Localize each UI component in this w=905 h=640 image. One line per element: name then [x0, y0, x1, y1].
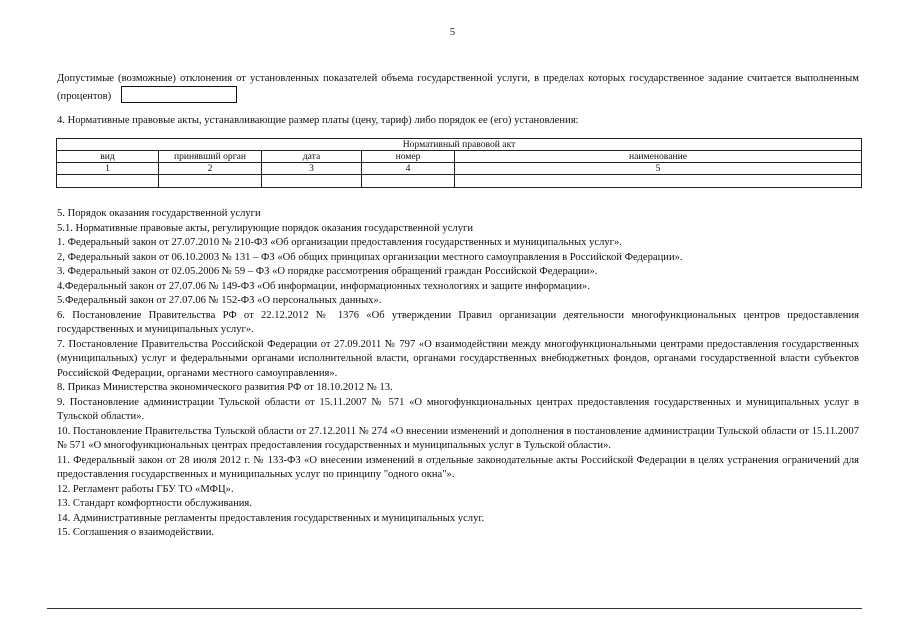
list-item: 4.Федеральный закон от 27.07.06 № 149-ФЗ «Об информации, информационных технологиях и защите информации».: [57, 280, 590, 292]
list-item: 3. Федеральный закон от 02.05.2006 № 59 – ФЗ «О порядке рассмотрения обращений граждан Российской Федерации».: [57, 266, 598, 277]
table-cell: [262, 175, 362, 188]
table-cell: [57, 175, 159, 188]
list-item: 11. Федеральный закон от 28 июля 2012 г. № 133-ФЗ «О внесении изменений в отдельные законодательные акты Российской Федерации в целях устранения ограничений для предоставления государственных и муниципальных услуг по принципу "одного окна"».: [57, 454, 859, 480]
list-item: 5.1. Нормативные правовые акты, регулирующие порядок оказания государственной услуги: [57, 222, 474, 234]
column-number-4: 4: [362, 163, 455, 175]
list-item: 15. Соглашения о взаимодействии.: [57, 527, 215, 538]
column-number-2: 2: [159, 163, 262, 175]
list-item: 1. Федеральный закон от 27.07.2010 № 210-ФЗ «Об организации предоставления государственных и муниципальных услуг».: [57, 237, 622, 248]
table-cell: [159, 175, 262, 188]
legal-acts-table: [56, 138, 862, 188]
list-item: 5. Порядок оказания государственной услуги: [57, 208, 261, 219]
table-cell: [362, 175, 455, 188]
table-row-empty: [57, 175, 862, 188]
column-header-authority: принявший орган: [159, 151, 262, 163]
deviation-paragraph: [57, 71, 859, 104]
list-item: 9. Постановление администрации Тульской области от 15.11.2007 № 571 «О многофункциональных центрах предоставления государственных и муниципальных услуг в Тульской области».: [57, 396, 859, 422]
list-item: 10. Постановление Правительства Тульской области от 27.12.2011 № 274 «О внесении изменений и дополнения в постановление администрации Тульской области от 15.11.2007 № 571 «О многофункциональных центрах предоставления государственных и муниципальных услуг в Тульской области».: [57, 425, 859, 451]
deviation-text: Допустимые (возможные) отклонения от установленных показателей объема государственной услуги, в пределах которых государственное задание считается выполненным (процентов): [57, 73, 859, 102]
list-item: 14. Административные регламенты предоставления государственных и муниципальных услуг.: [57, 512, 485, 524]
column-header-name: наименование: [455, 151, 862, 163]
column-number-1: 1: [57, 163, 159, 175]
list-item: 5.Федеральный закон от 27.07.06 № 152-ФЗ «О персональных данных».: [57, 295, 382, 306]
bottom-divider: [47, 608, 862, 609]
list-item: 8. Приказ Министерства экономического развития РФ от 18.10.2012 № 13.: [57, 382, 393, 393]
column-number-3: 3: [262, 163, 362, 175]
section-4-title: 4. Нормативные правовые акты, устанавливающие размер платы (цену, тариф) либо порядок ее (его) установления:: [57, 115, 579, 126]
page-number: 5: [449, 27, 456, 38]
procedure-list: [57, 207, 859, 541]
column-header-type: вид: [57, 151, 159, 163]
column-header-number: номер: [362, 151, 455, 163]
list-item: 7. Постановление Правительства Российской Федерации от 27.09.2011 № 797 «О взаимодействии между многофункциональными центрами предоставления государственных (муниципальных) услуг и федеральными органами исполнительной власти, органами государственных внебюджетных фондов, органами государственной власти субъектов Российской Федерации, органами местного самоуправления».: [57, 338, 859, 379]
list-item: 6. Постановление Правительства РФ от 22.12.2012 № 1376 «Об утверждении Правил организации деятельности многофункциональных центров предоставления государственных и муниципальных услуг».: [57, 309, 859, 335]
column-header-date: дата: [262, 151, 362, 163]
column-number-5: 5: [455, 163, 862, 175]
table-cell: [455, 175, 862, 188]
deviation-percent-box: [121, 86, 237, 103]
list-item: 12. Регламент работы ГБУ ТО «МФЦ».: [57, 483, 234, 495]
list-item: 13. Стандарт комфортности обслуживания.: [57, 498, 252, 509]
list-item: 2, Федеральный закон от 06.10.2003 № 131 – ФЗ «Об общих принципах организации местного самоуправления в Российской Федерации».: [57, 251, 683, 263]
table-header: Нормативный правовой акт: [57, 139, 862, 151]
